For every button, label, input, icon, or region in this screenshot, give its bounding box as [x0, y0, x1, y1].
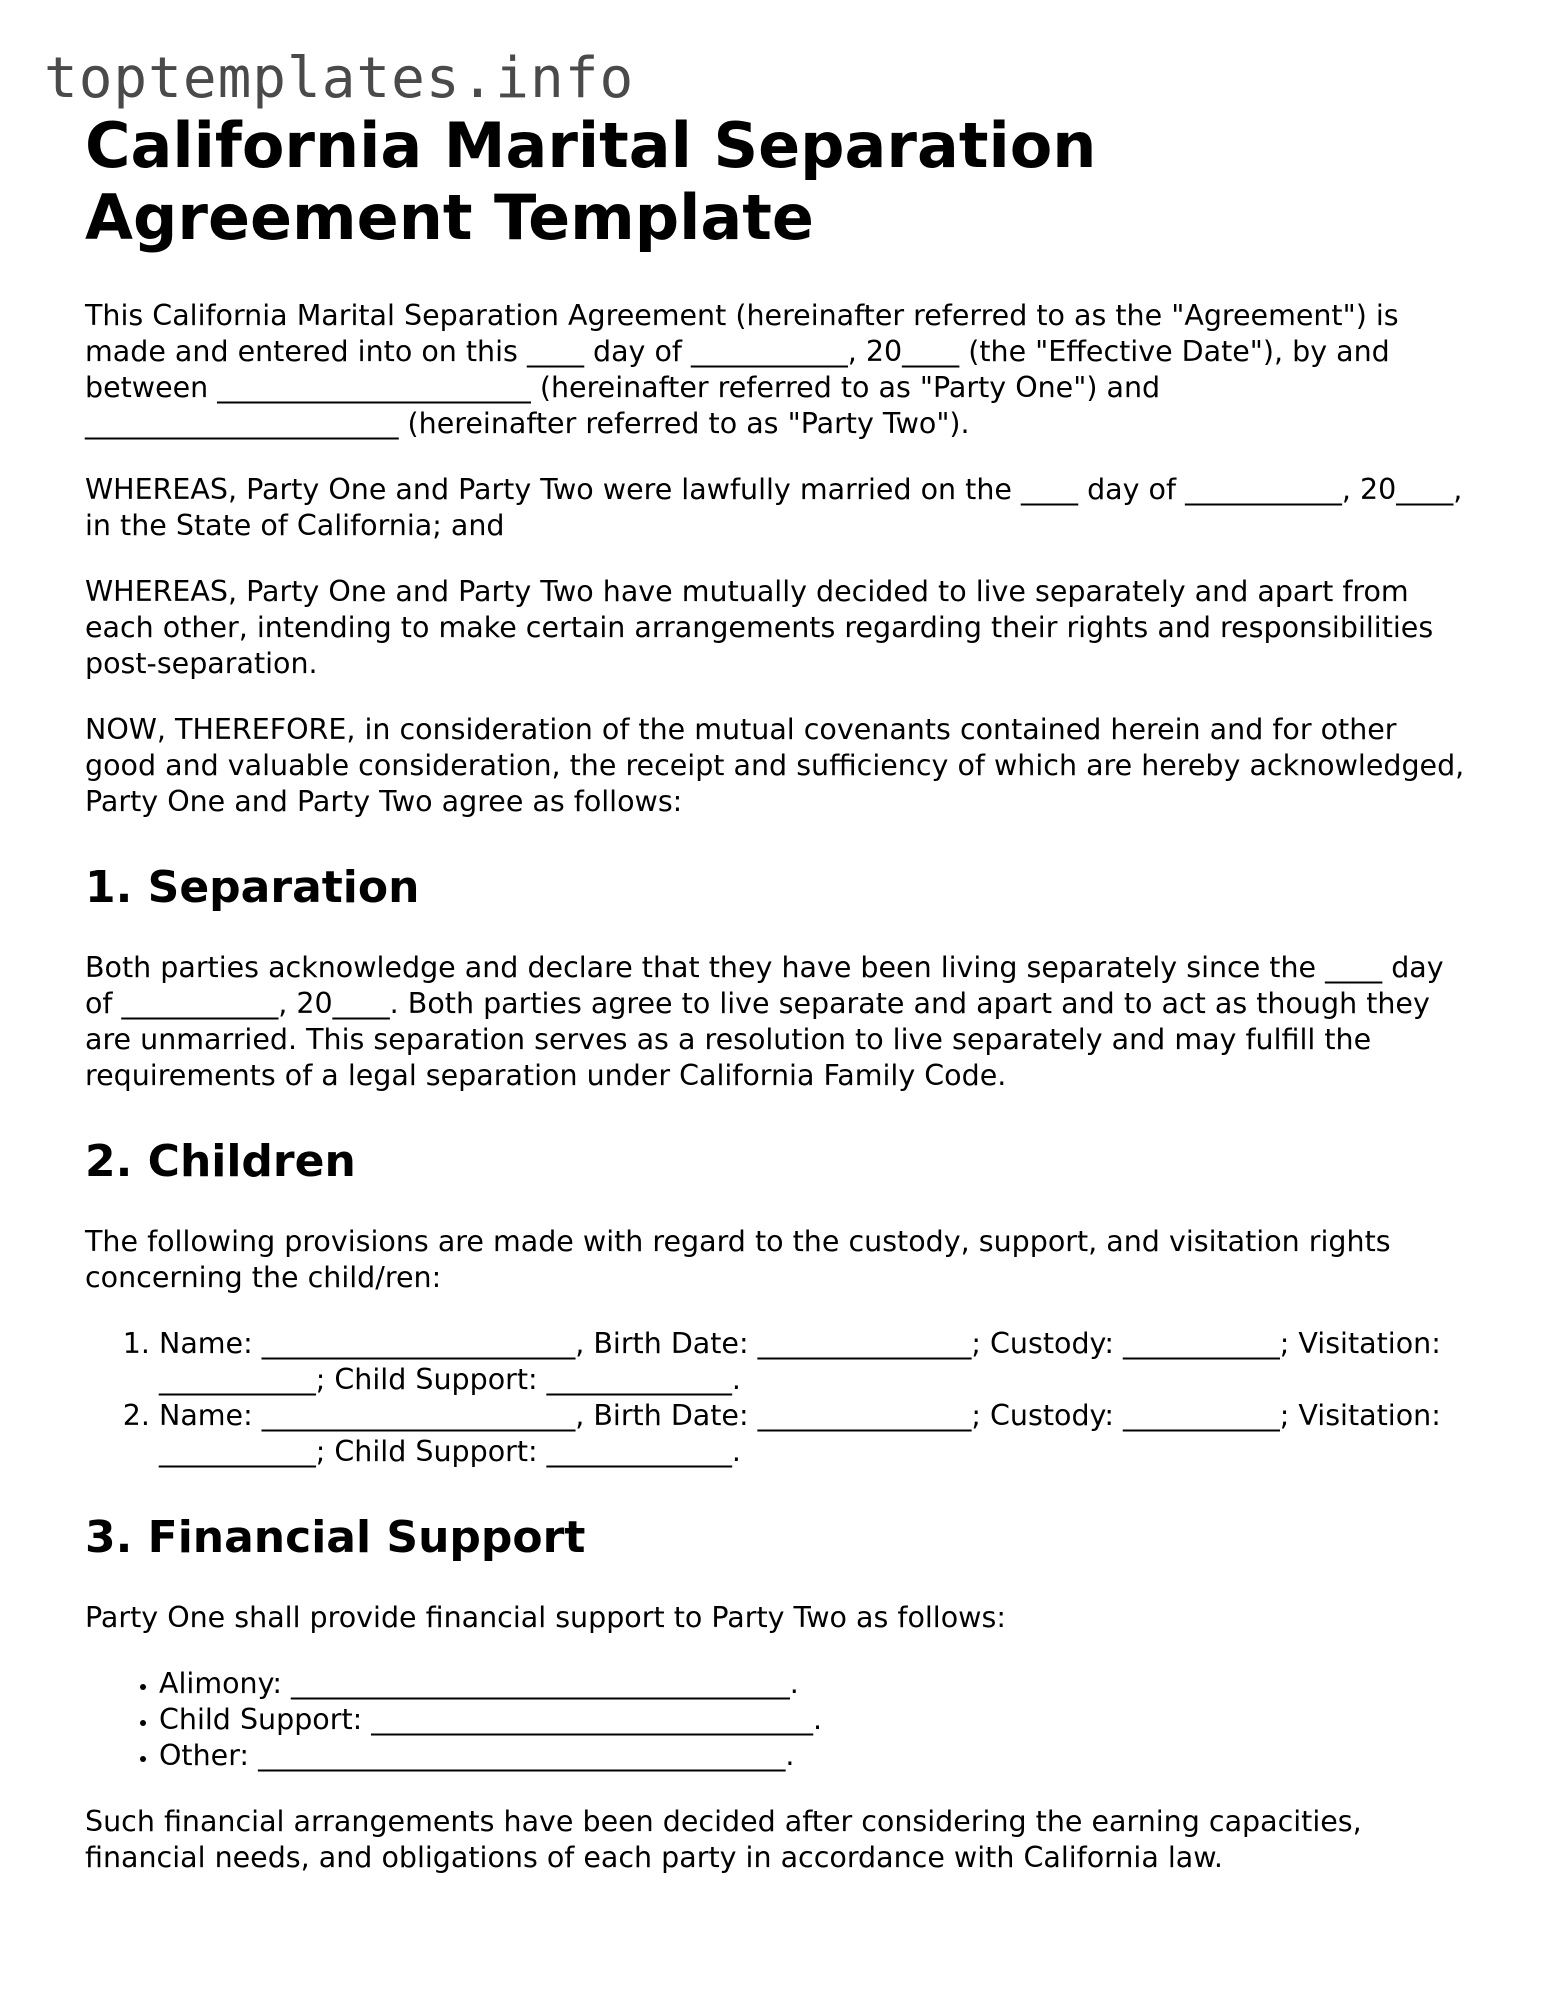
support-item-alimony: • Alimony: ___________________________________.: [159, 1666, 1475, 1702]
section-heading: 2. Children: [85, 1136, 356, 1187]
section-children: [85, 1136, 1475, 1470]
now-therefore-paragraph: NOW, THEREFORE, in consideration of the mutual covenants contained herein and for other good and valuable consideration, the receipt and sufficiency of which are hereby acknowledged, Party One and Party Two agree as follows:: [85, 713, 1465, 818]
child-entry: 2. Name: ______________________, Birth Date: _______________; Custody: ___________; Visitation: ___________; Child Support: _____________.: [159, 1398, 1475, 1470]
whereas-separate-paragraph: WHEREAS, Party One and Party Two have mutually decided to live separately and apart from each other, intending to make certain arrangements regarding their rights and responsibilities post-separation.: [85, 575, 1434, 680]
section-heading: 3. Financial Support: [85, 1512, 586, 1563]
section-financial-support: [85, 1512, 1475, 1876]
support-item-child-support: • Child Support: _______________________________.: [159, 1702, 1475, 1738]
section-paragraph: Party One shall provide financial support to Party Two as follows:: [85, 1601, 1006, 1634]
section-heading: 1. Separation: [85, 862, 420, 913]
section-paragraph: Both parties acknowledge and declare that they have been living separately since the ____ day of ___________, 20____. Both parties agree to live separate and apart and to act as though they are unmarried. This separation serves as a resolution to live separately and may fulfill the requirements of a legal separation under California Family Code.: [85, 951, 1444, 1092]
financial-support-list: [85, 1666, 1475, 1774]
document-page: [85, 110, 1475, 1906]
document-title: California Marital Separation Agreement Template: [85, 109, 1097, 254]
whereas-married-paragraph: WHEREAS, Party One and Party Two were lawfully married on the ____ day of ___________, 20____, in the State of California; and: [85, 473, 1463, 542]
section-paragraph: The following provisions are made with regard to the custody, support, and visitation rights concerning the child/ren:: [85, 1225, 1391, 1294]
intro-paragraph: This California Marital Separation Agreement (hereinafter referred to as the "Agreement") is made and entered into on this ____ day of ___________, 20____ (the "Effective Date"), by and between ______________________ (hereinafter referred to as "Party One") and ______________________ (hereinafter referred to as "Party Two").: [85, 299, 1399, 440]
children-list: [85, 1326, 1475, 1470]
watermark-text: toptemplates.info: [44, 46, 635, 111]
support-item-other: • Other: _____________________________________.: [159, 1738, 1475, 1774]
section-separation: [85, 862, 1475, 1094]
financial-closing-paragraph: Such financial arrangements have been decided after considering the earning capacities, financial needs, and obligations of each party in accordance with California law.: [85, 1805, 1362, 1874]
child-entry: 1. Name: ______________________, Birth Date: _______________; Custody: ___________; Visitation: ___________; Child Support: _____________.: [159, 1326, 1475, 1398]
